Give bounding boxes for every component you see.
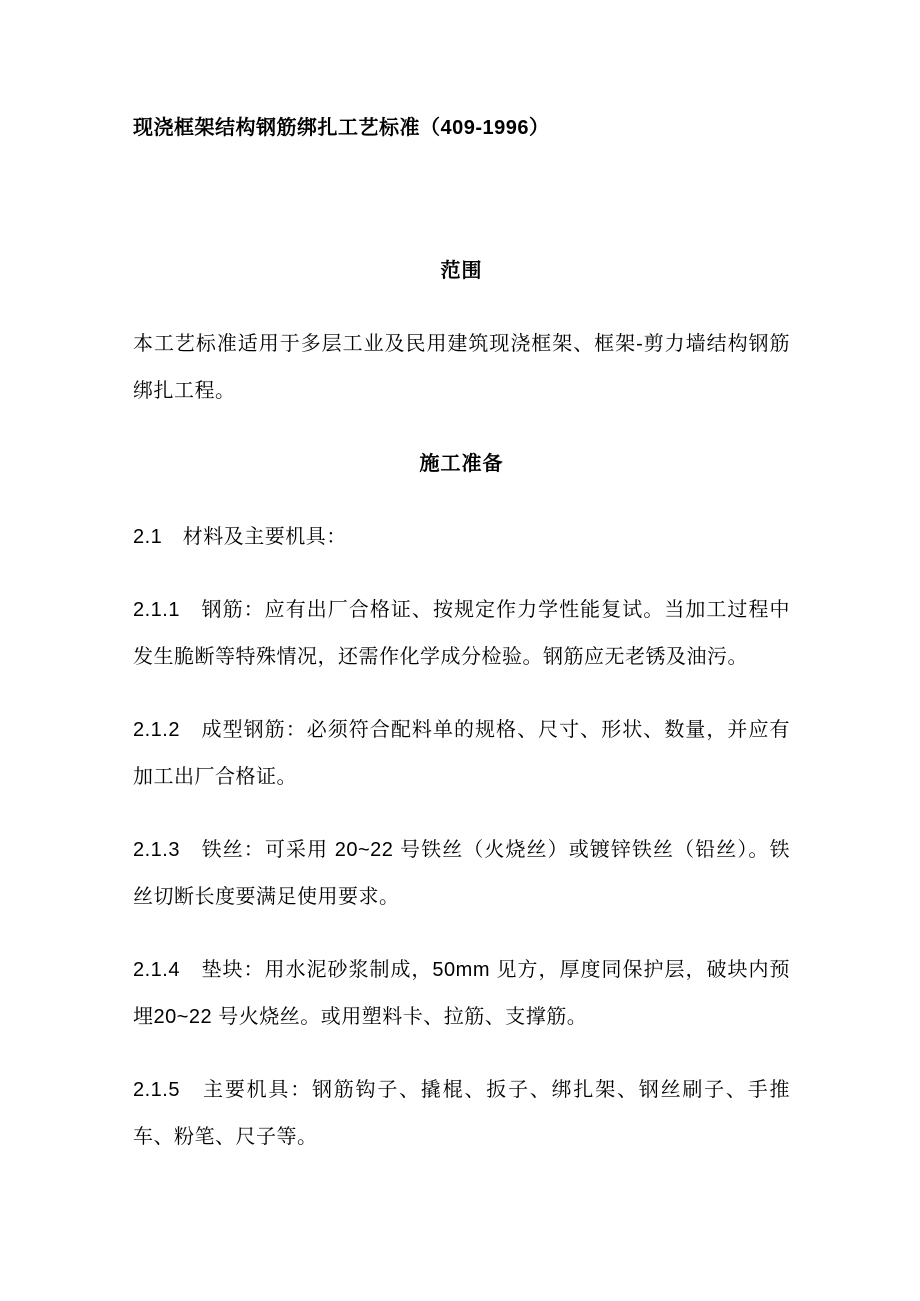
paragraph-2-1-4: 2.1.4 垫块：用水泥砂浆制成，50mm 见方，厚度同保护层，破块内预埋20~22 号火烧丝。或用塑料卡、拉筋、支撑筋。: [133, 959, 790, 1028]
document-title: 现浇框架结构钢筋绑扎工艺标准（409-1996）: [133, 117, 550, 139]
paragraph-2-1-5: 2.1.5 主要机具：钢筋钩子、撬棍、扳子、绑扎架、钢丝刷子、手推车、粉笔、尺子等。: [133, 1079, 790, 1148]
paragraph-scope-body: 本工艺标准适用于多层工业及民用建筑现浇框架、框架-剪力墙结构钢筋绑扎工程。: [133, 333, 790, 402]
section-heading-preparation: 施工准备: [419, 453, 504, 475]
paragraph-2-1-3: 2.1.3 铁丝：可采用 20~22 号铁丝（火烧丝）或镀锌铁丝（铅丝）。铁丝切断长度要满足使用要求。: [133, 839, 790, 908]
paragraph-2-1-2: 2.1.2 成型钢筋：必须符合配料单的规格、尺寸、形状、数量，并应有加工出厂合格证。: [133, 719, 790, 788]
section-heading-scope: 范围: [440, 260, 483, 282]
paragraph-2-1-1: 2.1.1 钢筋：应有出厂合格证、按规定作力学性能复试。当加工过程中发生脆断等特殊情况，还需作化学成分检验。钢筋应无老锈及油污。: [133, 599, 790, 668]
paragraph-2-1: 2.1 材料及主要机具：: [133, 526, 347, 548]
